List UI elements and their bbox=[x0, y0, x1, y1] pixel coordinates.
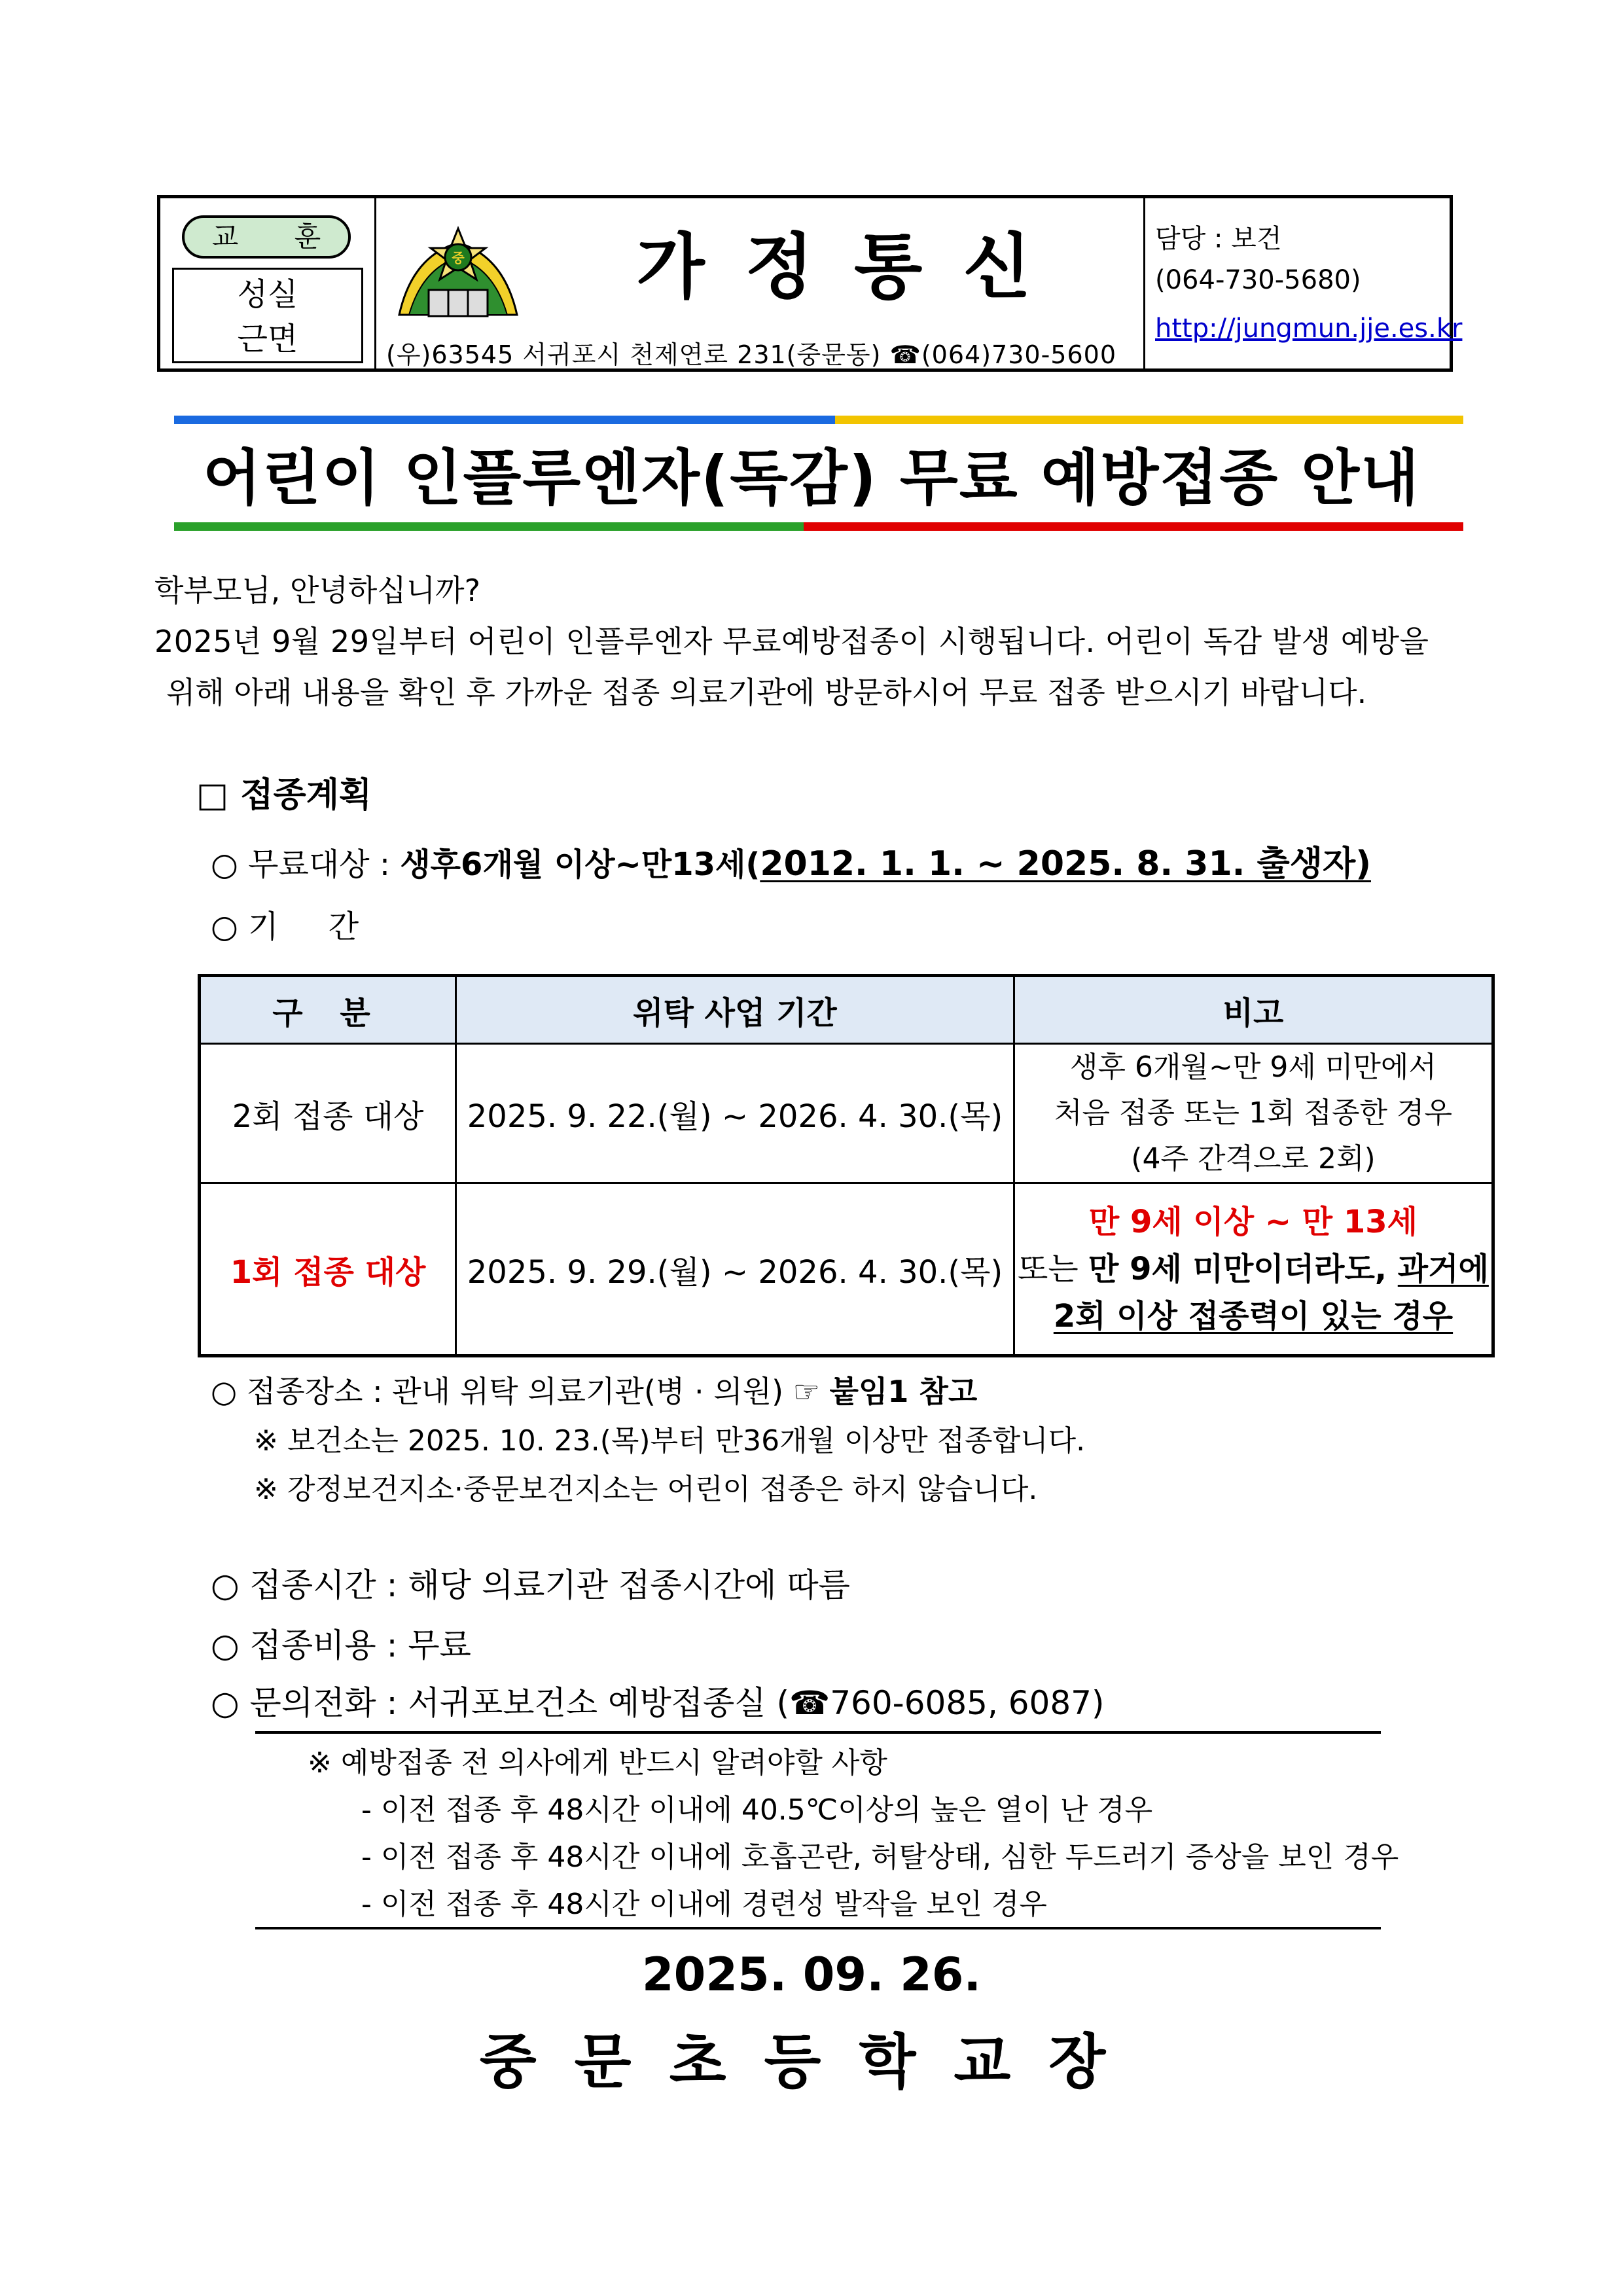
greeting: 학부모님, 안녕하십니까? bbox=[154, 573, 481, 608]
notice-top-rule bbox=[255, 1731, 1381, 1734]
target-value: 생후6개월 이상~만13세( bbox=[400, 846, 760, 883]
notice-heading: ※ 예방접종 전 의사에게 반드시 알려야할 사항 bbox=[308, 1746, 887, 1780]
intro-line-2: 위해 아래 내용을 확인 후 가까운 접종 의료기관에 방문하시어 무료 접종 받으시기 바랍니다. bbox=[166, 675, 1367, 710]
notice-item-3: - 이전 접종 후 48시간 이내에 경련성 발작을 보인 경우 bbox=[361, 1888, 1047, 1921]
table-header-note: 비고 bbox=[1014, 976, 1493, 1044]
row2-note-prefix: 또는 bbox=[1018, 1251, 1089, 1287]
motto-label: 교 훈 bbox=[182, 215, 351, 259]
row2-note bbox=[1014, 1183, 1493, 1356]
contact-person: 담당 : 보건 bbox=[1155, 224, 1282, 254]
row1-note-line-2: 처음 접종 또는 1회 접종한 경우 bbox=[1054, 1096, 1452, 1130]
row1-period: 2025. 9. 22.(월) ~ 2026. 4. 30.(목) bbox=[456, 1044, 1014, 1183]
row2-note-line-2 bbox=[1015, 1246, 1491, 1293]
row1-note bbox=[1014, 1044, 1493, 1183]
row2-note-line-3: 2회 이상 접종력이 있는 경우 bbox=[1053, 1298, 1454, 1335]
schedule-table bbox=[198, 974, 1495, 1357]
signature: 중문초등학교장 bbox=[479, 2027, 1144, 2096]
row2-category: 1회 접종 대상 bbox=[200, 1183, 456, 1356]
place-label: ○ 접종장소 : 관내 위탁 의료기관(병 · 의원) ☞ bbox=[211, 1374, 830, 1409]
notice-bottom-rule bbox=[255, 1927, 1381, 1929]
time-line: ○ 접종시간 : 해당 의료기관 접종시간에 따름 bbox=[211, 1566, 850, 1604]
place-note-2: ※ 강정보건지소·중문보건지소는 어린이 접종은 하지 않습니다. bbox=[254, 1473, 1038, 1506]
row1-note-line-3: (4주 간격으로 2회) bbox=[1131, 1142, 1376, 1175]
title-bar-top-blue bbox=[174, 416, 835, 424]
section-heading: □ 접종계획 bbox=[196, 776, 372, 815]
table-header-category: 구 분 bbox=[200, 976, 456, 1044]
row1-note-line-1: 생후 6개월~만 9세 미만에서 bbox=[1070, 1050, 1436, 1084]
table-header-period: 위탁 사업 기간 bbox=[456, 976, 1014, 1044]
title-bar-bottom-green bbox=[174, 522, 804, 531]
row2-note-line-1: 만 9세 이상 ~ 만 13세 bbox=[1088, 1204, 1418, 1240]
phone-line: ○ 문의전화 : 서귀포보건소 예방접종실 (☎760-6085, 6087) bbox=[211, 1684, 1105, 1722]
motto-text bbox=[172, 268, 363, 363]
row2-period: 2025. 9. 29.(월) ~ 2026. 4. 30.(목) bbox=[456, 1183, 1014, 1356]
newsletter-header bbox=[157, 195, 1463, 372]
school-website-link[interactable]: http://jungmun.jje.es.kr bbox=[1155, 314, 1463, 344]
table-header-row bbox=[200, 976, 1493, 1044]
place-note-1: ※ 보건소는 2025. 10. 23.(목)부터 만36개월 이상만 접종합니다. bbox=[254, 1424, 1086, 1458]
place-line bbox=[211, 1372, 977, 1411]
target-label: ○ 무료대상 : bbox=[211, 846, 401, 883]
school-address: (우)63545 서귀포시 천제연로 231(중문동) ☎(064)730-5600 bbox=[386, 340, 1116, 369]
motto-line-2: 근면 bbox=[237, 321, 298, 357]
table-row bbox=[200, 1044, 1493, 1183]
intro-line-1: 2025년 9월 29일부터 어린이 인플루엔자 무료예방접종이 시행됩니다. 어린이 독감 발생 예방을 bbox=[154, 624, 1429, 659]
svg-text:중: 중 bbox=[452, 250, 465, 266]
school-emblem-icon bbox=[393, 217, 524, 328]
place-ref: 붙임1 참고 bbox=[829, 1374, 978, 1409]
page-title: 어린이 인플루엔자(독감) 무료 예방접종 안내 bbox=[203, 443, 1420, 513]
row1-category: 2회 접종 대상 bbox=[200, 1044, 456, 1183]
cost-line: ○ 접종비용 : 무료 bbox=[211, 1626, 471, 1664]
school-motto-cell bbox=[160, 198, 376, 368]
notice-item-2: - 이전 접종 후 48시간 이내에 호흡곤란, 허탈상태, 심한 두드러기 증상을 보인 경우 bbox=[361, 1840, 1399, 1874]
target-line bbox=[211, 844, 1371, 884]
row2-note-bold: 만 9세 미만이더라도, bbox=[1088, 1251, 1398, 1287]
title-bar-top-yellow bbox=[835, 416, 1463, 424]
target-birth-range: 2012. 1. 1. ~ 2025. 8. 31. 출생자) bbox=[760, 844, 1371, 884]
notice-item-1: - 이전 접종 후 48시간 이내에 40.5℃이상의 높은 열이 난 경우 bbox=[361, 1793, 1153, 1827]
period-label: ○ 기 간 bbox=[211, 908, 359, 945]
table-row bbox=[200, 1183, 1493, 1356]
title-bar-bottom-red bbox=[804, 522, 1463, 531]
issue-date: 2025. 09. 26. bbox=[641, 1948, 982, 2001]
newsletter-title: 가정통신 bbox=[636, 226, 1072, 308]
row2-note-underlined: 과거에 bbox=[1397, 1251, 1489, 1287]
motto-line-1: 성실 bbox=[237, 276, 298, 313]
contact-phone: (064-730-5680) bbox=[1155, 265, 1361, 295]
